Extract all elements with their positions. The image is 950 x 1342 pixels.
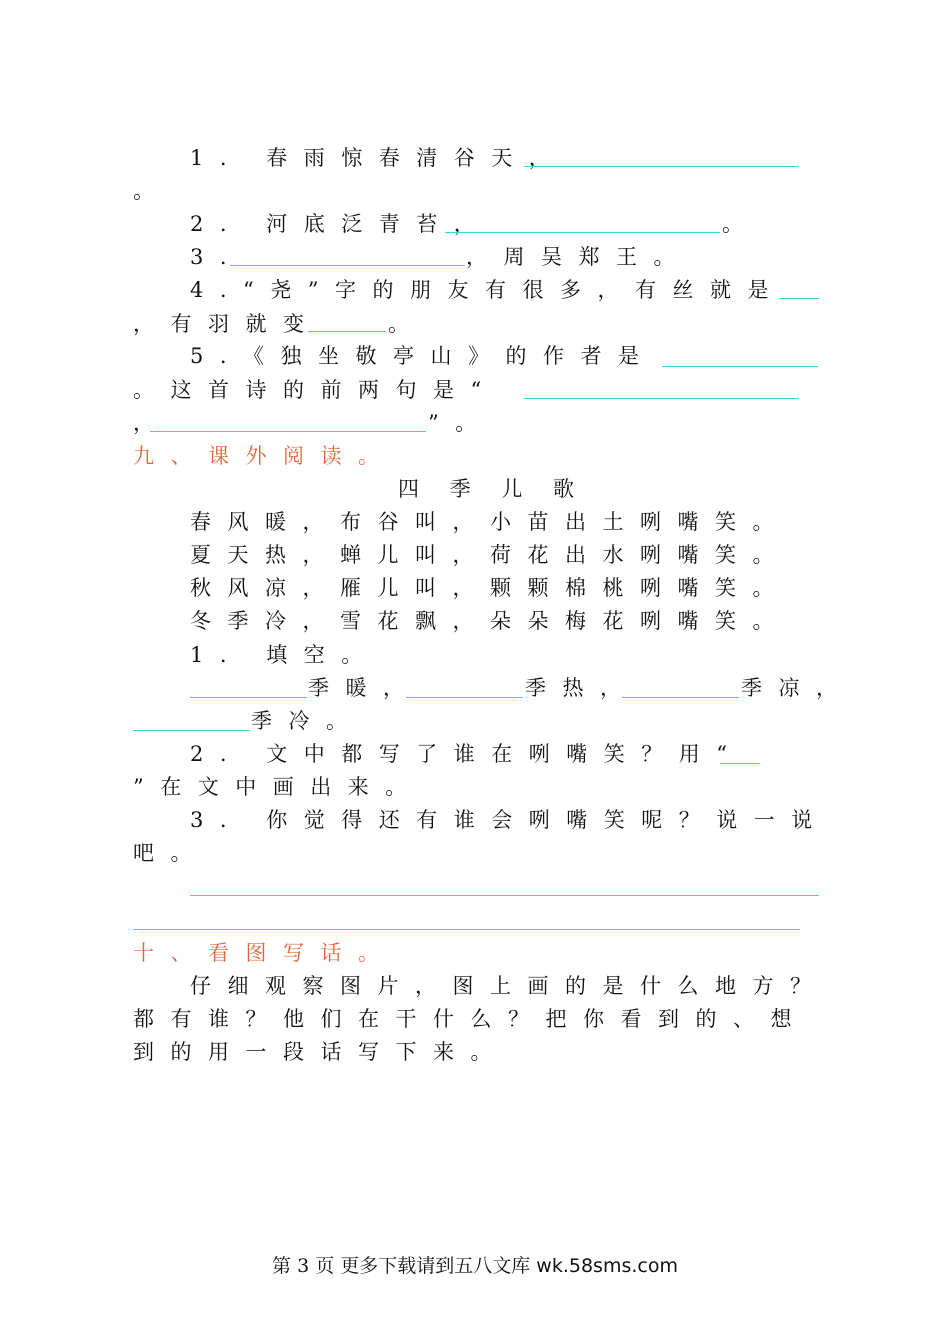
footer-website-link[interactable]: wk.58sms.com — [536, 1255, 678, 1277]
answer-blank-4b[interactable] — [308, 331, 386, 332]
question-5-end: ”。 — [428, 411, 493, 435]
reading-question-2: 2. 文中都写了谁在咧嘴笑？用“ — [190, 742, 744, 766]
fill-text-2: 季热， — [525, 676, 638, 700]
section-10-heading: 十、看图写话。 — [133, 941, 396, 965]
fill-blank-2[interactable] — [406, 697, 523, 698]
question-2-text: 2. 河底泛青苔， — [190, 212, 492, 236]
answer-blank-q2[interactable] — [720, 763, 760, 764]
question-5-text: 5.《独坐敬亭山》的作者是 — [190, 344, 656, 368]
fill-blank-1[interactable] — [190, 697, 307, 698]
reading-question-2-end: ”在文中画出来。 — [133, 775, 423, 799]
question-4-end: 。 — [388, 312, 426, 336]
question-5-text-2: 。这首诗的前两句是“ — [133, 378, 498, 402]
question-2-end: 。 — [722, 212, 760, 236]
writing-prompt-line-2: 都有谁？他们在干什么？把你看到的、想 — [133, 1007, 808, 1031]
answer-blank-3[interactable] — [230, 265, 465, 266]
answer-line-2[interactable] — [133, 929, 800, 930]
answer-line-1[interactable] — [190, 895, 819, 896]
fill-text-1: 季暖， — [308, 676, 421, 700]
answer-blank-4a[interactable] — [779, 298, 819, 299]
question-3-text: ，周吴郑王。 — [466, 245, 691, 269]
poem-line-3: 秋风凉，雁儿叫，颗颗棉桃咧嘴笑。 — [190, 576, 790, 600]
poem-title: 四 季 儿 歌 — [398, 477, 587, 501]
answer-blank-5a[interactable] — [662, 366, 818, 367]
page-footer — [0, 1251, 950, 1278]
fill-blank-3[interactable] — [622, 697, 739, 698]
question-1-end: 。 — [133, 179, 171, 203]
question-5-comma: ， — [133, 411, 171, 435]
answer-blank-1[interactable] — [524, 166, 799, 167]
writing-prompt-line-3: 到的用一段话写下来。 — [133, 1040, 508, 1064]
question-3-number: 3. — [190, 245, 244, 269]
question-4-text: 4.“尧”字的朋友有很多，有丝就是 — [190, 278, 786, 302]
fill-blank-4[interactable] — [133, 730, 250, 731]
reading-question-3: 3. 你觉得还有谁会咧嘴笑呢？说一说 — [190, 808, 829, 832]
reading-question-3-end: 吧。 — [133, 841, 208, 865]
poem-line-4: 冬季冷，雪花飘，朵朵梅花咧嘴笑。 — [190, 609, 790, 633]
footer-text: 第 3 页 更多下载请到五八文库 — [272, 1255, 537, 1277]
poem-line-2: 夏天热，蝉儿叫，荷花出水咧嘴笑。 — [190, 543, 790, 567]
writing-prompt-line-1: 仔细观察图片，图上画的是什么地方？ — [190, 974, 828, 998]
answer-blank-2[interactable] — [445, 232, 720, 233]
fill-text-4: 季冷。 — [251, 709, 364, 733]
question-1-text: 1. 春雨惊春清谷天， — [190, 146, 567, 170]
fill-text-3: 季凉， — [741, 676, 854, 700]
answer-blank-5b[interactable] — [524, 398, 799, 399]
reading-question-1: 1. 填空。 — [190, 643, 379, 667]
poem-line-1: 春风暖，布谷叫，小苗出土咧嘴笑。 — [190, 510, 790, 534]
question-4-text-2: ，有羽就变 — [133, 312, 321, 336]
section-9-heading: 九、课外阅读。 — [133, 444, 396, 468]
answer-blank-5c[interactable] — [150, 431, 426, 432]
